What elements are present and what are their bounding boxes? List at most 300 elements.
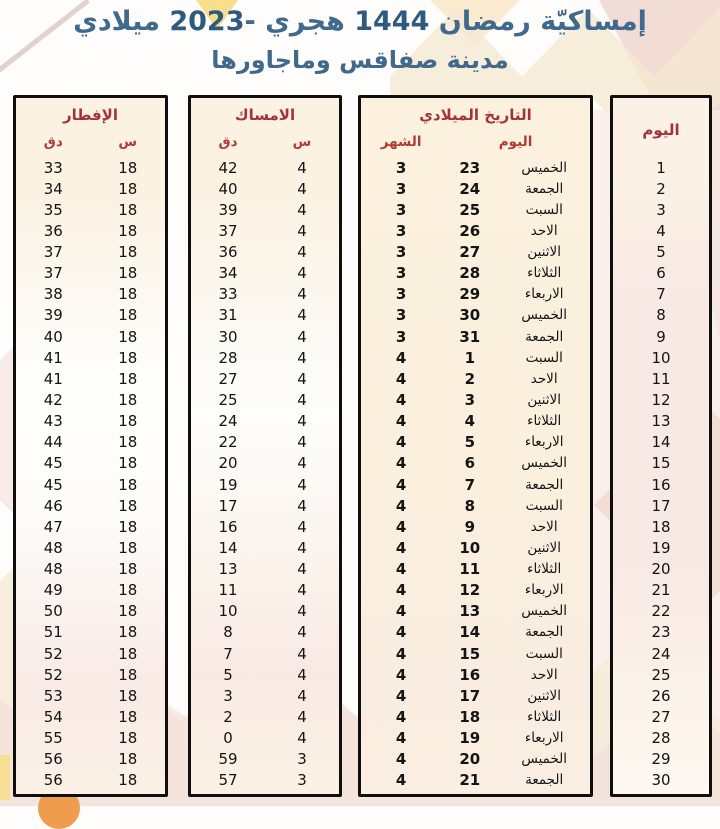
imsak-minute: 0 — [223, 729, 233, 748]
iftar-hour: 18 — [118, 158, 138, 177]
imsak-minute: 27 — [218, 369, 238, 388]
day-rows — [613, 157, 709, 791]
iftar-row — [16, 516, 165, 537]
imsak-row — [191, 770, 339, 791]
month-number: 3 — [395, 179, 407, 198]
iftar-box — [13, 95, 168, 797]
imsak-row — [191, 559, 339, 580]
iftar-row — [16, 728, 165, 749]
imsak-hour: 4 — [297, 623, 307, 642]
imsak-row — [191, 495, 339, 516]
title-part1: إمساكيّة رمضان — [438, 6, 647, 37]
imsak-hour: 4 — [297, 306, 307, 325]
day-number-cell: 21 — [651, 581, 671, 600]
month-number: 3 — [395, 200, 407, 219]
day-number-cell: 24 — [651, 644, 671, 663]
month-number: 4 — [395, 708, 407, 727]
date-day-number: 2 — [464, 369, 475, 388]
date-day-number: 28 — [459, 264, 481, 283]
imsak-minute: 17 — [218, 496, 238, 515]
iftar-minute: 43 — [43, 412, 63, 431]
imsak-hour: 4 — [297, 285, 307, 304]
imsak-hour: 4 — [297, 560, 307, 579]
imsak-row — [191, 643, 339, 664]
iftar-row — [16, 220, 165, 241]
month-number: 4 — [395, 665, 407, 684]
date-row — [361, 643, 590, 664]
date-row — [361, 601, 590, 622]
imsak-minute: 5 — [223, 665, 233, 684]
imsak-row — [191, 749, 339, 770]
date-day-number: 27 — [459, 243, 481, 262]
imsak-minute: 14 — [218, 538, 238, 557]
iftar-row — [16, 411, 165, 432]
weekday-name: الجمعة — [525, 328, 564, 345]
weekday-name: السبت — [525, 201, 563, 218]
date-row — [361, 580, 590, 601]
imsak-row — [191, 368, 339, 389]
iftar-minute: 37 — [43, 264, 63, 283]
imsak-minute: 24 — [218, 412, 238, 431]
imsak-hour: 4 — [297, 665, 307, 684]
iftar-row — [16, 432, 165, 453]
imsak-row — [191, 326, 339, 347]
imsak-minute: 59 — [218, 750, 238, 769]
imsak-row — [191, 284, 339, 305]
iftar-row — [16, 284, 165, 305]
imsak-minutes-label: دق — [218, 133, 238, 150]
date-row — [361, 199, 590, 220]
weekday-name: الخميس — [521, 159, 568, 176]
date-row — [361, 305, 590, 326]
iftar-row — [16, 368, 165, 389]
weekday-name: الاربعاء — [524, 730, 564, 747]
weekday-name: الاثنين — [527, 244, 562, 261]
date-row — [361, 495, 590, 516]
iftar-row — [16, 685, 165, 706]
imsak-minute: 3 — [223, 686, 233, 705]
date-day-number: 6 — [464, 454, 475, 473]
day-number-cell: 8 — [656, 306, 666, 325]
date-row — [361, 728, 590, 749]
date-day-number: 30 — [459, 306, 481, 325]
day-number-cell: 7 — [656, 285, 666, 304]
date-row — [361, 474, 590, 495]
imsak-minute: 57 — [218, 771, 238, 790]
date-day-number: 9 — [464, 517, 475, 536]
month-number: 4 — [395, 644, 407, 663]
date-row — [361, 157, 590, 178]
imsak-hour: 4 — [297, 602, 307, 621]
date-day-number: 16 — [459, 665, 481, 684]
weekday-name: الاثنين — [527, 539, 562, 556]
imsak-minute: 22 — [218, 433, 238, 452]
iftar-minute: 33 — [43, 158, 63, 177]
iftar-minute: 44 — [43, 433, 63, 452]
imsak-row — [191, 305, 339, 326]
iftar-minute: 35 — [43, 200, 63, 219]
iftar-row — [16, 453, 165, 474]
iftar-hour: 18 — [118, 327, 138, 346]
imsak-row — [191, 622, 339, 643]
iftar-row — [16, 474, 165, 495]
iftar-hour: 18 — [118, 538, 138, 557]
date-row — [361, 559, 590, 580]
iftar-subheader — [16, 128, 165, 155]
iftar-minute: 45 — [43, 475, 63, 494]
date-row — [361, 685, 590, 706]
day-number-cell: 11 — [651, 369, 671, 388]
iftar-minute: 56 — [43, 750, 63, 769]
iftar-hour: 18 — [118, 221, 138, 240]
imsak-subheader — [191, 128, 339, 155]
imsak-minute: 28 — [218, 348, 238, 367]
date-day-number: 29 — [459, 285, 481, 304]
iftar-hours-label: س — [118, 133, 138, 150]
weekday-name: السبت — [525, 645, 563, 662]
month-number: 4 — [395, 729, 407, 748]
iftar-row — [16, 263, 165, 284]
imsak-row — [191, 220, 339, 241]
day-number-cell: 25 — [651, 665, 671, 684]
iftar-hour: 18 — [118, 243, 138, 262]
month-number: 3 — [395, 158, 407, 177]
date-day-number: 20 — [459, 750, 481, 769]
iftar-hour: 18 — [118, 179, 138, 198]
date-row — [361, 263, 590, 284]
imsak-hour: 4 — [297, 644, 307, 663]
date-day-number: 10 — [459, 538, 481, 557]
imsak-hour: 4 — [297, 412, 307, 431]
iftar-hour: 18 — [118, 433, 138, 452]
iftar-rows — [16, 157, 165, 791]
iftar-hour: 18 — [118, 602, 138, 621]
iftar-hour: 18 — [118, 391, 138, 410]
imsak-hour: 4 — [297, 243, 307, 262]
date-day-number: 21 — [459, 771, 481, 790]
month-number: 3 — [395, 306, 407, 325]
weekday-name: الثلاثاء — [527, 265, 562, 282]
imsak-row — [191, 474, 339, 495]
weekday-name: الجمعة — [525, 772, 564, 789]
date-day-number: 11 — [459, 560, 481, 579]
month-number: 4 — [395, 454, 407, 473]
imsak-hour: 4 — [297, 729, 307, 748]
imsak-row — [191, 537, 339, 558]
iftar-hour: 18 — [118, 729, 138, 748]
iftar-hour: 18 — [118, 412, 138, 431]
imsak-minute: 16 — [218, 517, 238, 536]
day-number-cell: 20 — [651, 560, 671, 579]
date-row — [361, 220, 590, 241]
title-year-gregorian: 2023 — [169, 6, 245, 37]
weekday-name: الاثنين — [527, 392, 562, 409]
imsak-hour: 4 — [297, 391, 307, 410]
imsak-minute: 40 — [218, 179, 238, 198]
imsak-hour: 4 — [297, 179, 307, 198]
title-part2: هجري - — [244, 6, 345, 37]
imsak-row — [191, 389, 339, 410]
day-number-cell: 1 — [656, 158, 666, 177]
iftar-minute: 38 — [43, 285, 63, 304]
month-number: 4 — [395, 433, 407, 452]
date-day-number: 4 — [464, 412, 475, 431]
weekday-name: الثلاثاء — [527, 709, 562, 726]
iftar-minute: 34 — [43, 179, 63, 198]
date-header: التاريخ الميلادي — [419, 106, 532, 124]
title-year-hijri: 1444 — [354, 6, 430, 37]
weekday-name: الاثنين — [527, 687, 562, 704]
date-day-number: 1 — [464, 348, 475, 367]
day-number-cell: 17 — [651, 496, 671, 515]
date-day-number: 12 — [459, 581, 481, 600]
date-row — [361, 770, 590, 791]
month-number: 4 — [395, 475, 407, 494]
imsak-minute: 20 — [218, 454, 238, 473]
imsak-row — [191, 199, 339, 220]
weekday-name: الخميس — [521, 455, 568, 472]
title-part3: ميلادي — [73, 6, 160, 37]
month-number: 4 — [395, 581, 407, 600]
date-row — [361, 326, 590, 347]
date-row — [361, 178, 590, 199]
iftar-row — [16, 643, 165, 664]
imsak-row — [191, 685, 339, 706]
imsak-box — [188, 95, 342, 797]
iftar-minute: 40 — [43, 327, 63, 346]
imsak-hour: 4 — [297, 158, 307, 177]
iftar-hour: 18 — [118, 306, 138, 325]
iftar-header: الإفطار — [62, 106, 118, 124]
month-number: 3 — [395, 264, 407, 283]
imsak-row — [191, 178, 339, 199]
iftar-row — [16, 749, 165, 770]
date-row — [361, 622, 590, 643]
iftar-minute: 45 — [43, 454, 63, 473]
date-day-number: 14 — [459, 623, 481, 642]
imsak-row — [191, 242, 339, 263]
date-row — [361, 516, 590, 537]
imsak-hour: 4 — [297, 327, 307, 346]
imsak-minute: 42 — [218, 158, 238, 177]
iftar-row — [16, 622, 165, 643]
imsak-row — [191, 516, 339, 537]
iftar-row — [16, 326, 165, 347]
weekday-name: الثلاثاء — [527, 413, 562, 430]
imsak-row — [191, 601, 339, 622]
day-number-cell: 15 — [651, 454, 671, 473]
imsak-hour: 4 — [297, 348, 307, 367]
day-number-cell: 12 — [651, 391, 671, 410]
day-number-cell: 22 — [651, 602, 671, 621]
weekday-name: الاحد — [530, 666, 558, 683]
iftar-hour: 18 — [118, 475, 138, 494]
iftar-row — [16, 495, 165, 516]
month-number: 3 — [395, 285, 407, 304]
imsak-row — [191, 411, 339, 432]
month-number: 4 — [395, 369, 407, 388]
weekday-name: الخميس — [521, 307, 568, 324]
iftar-hour: 18 — [118, 708, 138, 727]
iftar-row — [16, 537, 165, 558]
ramadan-day-box — [610, 95, 712, 797]
imsak-hour: 4 — [297, 264, 307, 283]
month-number: 4 — [395, 496, 407, 515]
iftar-row — [16, 706, 165, 727]
iftar-minute: 42 — [43, 391, 63, 410]
iftar-minute: 46 — [43, 496, 63, 515]
month-number: 4 — [395, 771, 407, 790]
month-number: 4 — [395, 623, 407, 642]
imsak-hour: 4 — [297, 369, 307, 388]
iftar-hour: 18 — [118, 771, 138, 790]
iftar-minute: 49 — [43, 581, 63, 600]
day-header: اليوم — [642, 121, 680, 139]
iftar-row — [16, 305, 165, 326]
date-day-number: 5 — [464, 433, 475, 452]
iftar-row — [16, 242, 165, 263]
iftar-minute: 52 — [43, 665, 63, 684]
iftar-row — [16, 601, 165, 622]
imsak-minute: 11 — [218, 581, 238, 600]
iftar-hour: 18 — [118, 623, 138, 642]
weekday-name: الاربعاء — [524, 286, 564, 303]
imsak-row — [191, 453, 339, 474]
iftar-hour: 18 — [118, 644, 138, 663]
weekday-name: الجمعة — [525, 624, 564, 641]
day-number-cell: 28 — [651, 729, 671, 748]
date-day-number: 26 — [459, 221, 481, 240]
date-day-number: 7 — [464, 475, 475, 494]
iftar-minute: 41 — [43, 348, 63, 367]
imsak-hour: 4 — [297, 708, 307, 727]
imsak-row — [191, 263, 339, 284]
day-number-cell: 9 — [656, 327, 666, 346]
day-number-cell: 10 — [651, 348, 671, 367]
imsak-row — [191, 432, 339, 453]
imsak-hour: 4 — [297, 496, 307, 515]
imsak-minute: 39 — [218, 200, 238, 219]
date-day-number: 23 — [459, 158, 481, 177]
page-title — [0, 6, 720, 37]
imsak-row — [191, 347, 339, 368]
month-number: 3 — [395, 221, 407, 240]
imsak-minute: 36 — [218, 243, 238, 262]
iftar-minute: 39 — [43, 306, 63, 325]
date-subheader — [361, 128, 590, 155]
weekday-name: الخميس — [521, 603, 568, 620]
iftar-hour: 18 — [118, 369, 138, 388]
iftar-row — [16, 580, 165, 601]
imsak-minute: 19 — [218, 475, 238, 494]
weekday-name: الجمعة — [525, 180, 564, 197]
imsak-hour: 3 — [297, 771, 307, 790]
weekday-name: الاحد — [530, 370, 558, 387]
month-number: 4 — [395, 560, 407, 579]
iftar-minute: 37 — [43, 243, 63, 262]
date-day-number: 24 — [459, 179, 481, 198]
date-month-subheader: الشهر — [380, 133, 422, 150]
iftar-minute: 36 — [43, 221, 63, 240]
day-number-cell: 19 — [651, 538, 671, 557]
imsak-row — [191, 706, 339, 727]
page-subtitle: مدينة صفاقس وماجاورها — [211, 46, 509, 74]
iftar-row — [16, 347, 165, 368]
weekday-name: الاربعاء — [524, 582, 564, 599]
month-number: 4 — [395, 517, 407, 536]
day-number-cell: 6 — [656, 264, 666, 283]
weekday-name: السبت — [525, 349, 563, 366]
iftar-hour: 18 — [118, 560, 138, 579]
iftar-row — [16, 664, 165, 685]
date-day-number: 17 — [459, 686, 481, 705]
imsak-minute: 31 — [218, 306, 238, 325]
imsak-hour: 4 — [297, 686, 307, 705]
imsak-minute: 25 — [218, 391, 238, 410]
iftar-minute: 54 — [43, 708, 63, 727]
date-day-subheader: اليوم — [498, 133, 533, 150]
date-row — [361, 347, 590, 368]
day-number-cell: 27 — [651, 708, 671, 727]
day-number-cell: 26 — [651, 686, 671, 705]
day-number-cell: 4 — [656, 221, 666, 240]
iftar-row — [16, 178, 165, 199]
imsak-header: الامساك — [234, 106, 296, 124]
date-row — [361, 284, 590, 305]
month-number: 4 — [395, 750, 407, 769]
day-number-cell: 2 — [656, 179, 666, 198]
iftar-row — [16, 389, 165, 410]
imsak-hours-label: س — [292, 133, 312, 150]
weekday-name: الاحد — [530, 222, 558, 239]
iftar-row — [16, 157, 165, 178]
imsak-row — [191, 664, 339, 685]
date-row — [361, 368, 590, 389]
month-number: 3 — [395, 327, 407, 346]
imsak-row — [191, 580, 339, 601]
imsak-hour: 4 — [297, 454, 307, 473]
weekday-name: الثلاثاء — [527, 561, 562, 578]
imsak-hour: 4 — [297, 581, 307, 600]
iftar-minute: 53 — [43, 686, 63, 705]
date-day-number: 15 — [459, 644, 481, 663]
month-number: 3 — [395, 243, 407, 262]
date-row — [361, 242, 590, 263]
month-number: 4 — [395, 602, 407, 621]
iftar-hour: 18 — [118, 750, 138, 769]
iftar-minute: 52 — [43, 644, 63, 663]
date-row — [361, 749, 590, 770]
iftar-hour: 18 — [118, 496, 138, 515]
month-number: 4 — [395, 348, 407, 367]
imsak-minute: 33 — [218, 285, 238, 304]
day-number-cell: 29 — [651, 750, 671, 769]
day-number-cell: 13 — [651, 412, 671, 431]
iftar-hour: 18 — [118, 454, 138, 473]
imsak-hour: 4 — [297, 200, 307, 219]
iftar-minute: 48 — [43, 538, 63, 557]
day-number-cell: 16 — [651, 475, 671, 494]
day-number-cell: 30 — [651, 771, 671, 790]
iftar-minute: 51 — [43, 623, 63, 642]
imsak-hour: 3 — [297, 750, 307, 769]
date-row — [361, 453, 590, 474]
month-number: 4 — [395, 391, 407, 410]
month-number: 4 — [395, 686, 407, 705]
iftar-minute: 55 — [43, 729, 63, 748]
date-day-number: 8 — [464, 496, 475, 515]
iftar-minute: 41 — [43, 369, 63, 388]
